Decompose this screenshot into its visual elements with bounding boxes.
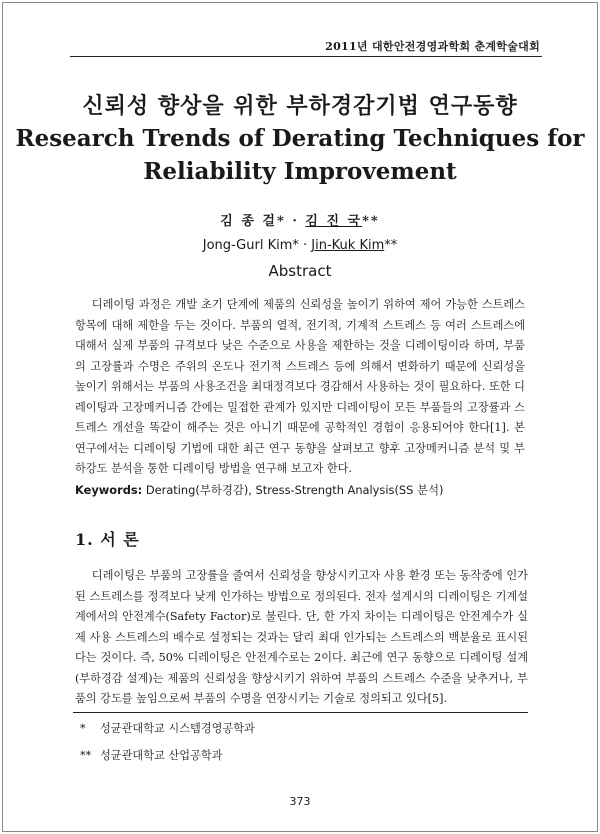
abstract-heading: Abstract xyxy=(268,262,332,280)
keywords-label: Keywords: xyxy=(75,483,143,497)
keywords-text: Derating(부하경감), Stress-Strength Analysis(SS 분석) xyxy=(142,483,444,497)
footnote-text: 성균관대학교 시스템경영공학과 xyxy=(100,722,255,735)
footnote-item xyxy=(80,715,255,742)
footnote-marker: * xyxy=(80,722,86,735)
author1-english: Jong-Gurl Kim xyxy=(202,238,293,253)
authors-korean xyxy=(0,212,600,232)
author1-marker: * xyxy=(277,214,286,229)
author2-marker-en: ** xyxy=(384,238,398,253)
title-english-line2: Reliability Improvement xyxy=(143,158,457,185)
keywords-line xyxy=(75,481,530,499)
section-body-introduction: 디레이팅은 부품의 고장률을 줄여서 신뢰성을 향상시키고자 사용 환경 또는 동작중에 인가된 스트레스를 정격보다 낮게 인가하는 방법으로 정의된다. 전자 설계시의 디레이팅은 기계설계에서의 안전계수(Safety Factor)로 불린다. 단, 한 가지 차이는 디레이팅은 안전계수가 실제 사용 스트레스의 배수로 설정되는 것과는 달리 최대 인가되는 스트레스의 백분율로 표시된다는 것이다. 즉, 50% 디레이팅은 안전계수로는 2이다. 최근에 연구 동향으로 디레이팅 설계(부하경감 설계)는 제품의 신뢰성을 향상시키기 위하여 부품의 스트레스 수준을 낮추거나, 부품의 강도를 높임으로써 부품의 수명을 연장시키는 기술로 정의되고 있다[5]. xyxy=(75,569,528,705)
footnotes xyxy=(80,715,255,769)
author2-marker: ** xyxy=(362,214,380,229)
footnote-text: 성균관대학교 산업공학과 xyxy=(100,749,223,762)
author1-korean: 김 종 걸 xyxy=(220,214,277,229)
footnote-marker: ** xyxy=(80,749,92,762)
title-english-line1: Research Trends of Derating Techniques for xyxy=(15,125,585,152)
author-separator: · xyxy=(285,214,306,229)
author2-korean: 김 진 국 xyxy=(305,214,363,229)
running-header: 2011년 대한안전경영과학회 춘계학술대회 xyxy=(325,40,540,53)
title-korean: 신뢰성 향상을 위한 부하경감기법 연구동향 xyxy=(82,93,518,119)
title-block xyxy=(0,92,600,186)
section-heading-introduction: 1. 서 론 xyxy=(75,530,140,549)
author1-marker-en: * xyxy=(292,238,299,253)
footnote-item xyxy=(80,742,255,769)
author-separator-en: · xyxy=(298,238,312,253)
page-number: 373 xyxy=(289,795,311,808)
authors-block xyxy=(0,212,600,256)
footnote-rule xyxy=(73,712,528,713)
header-rule xyxy=(70,56,542,57)
abstract-body: 디레이팅 과정은 개발 초기 단계에 제품의 신뢰성을 높이기 위하여 제어 가능한 스트레스 항목에 대해 제한을 두는 것이다. 부품의 열적, 전기적, 기계적 스트레스 등 여러 스트레스에 대해서 실제 부품의 규격보다 낮은 수준으로 사용을 제한하는 것을 디레이팅이라 하며, 부품의 고장률과 수명은 주위의 온도나 전기적 스트레스 등에 의해서 변화하기 때문에 신뢰성을 높이기 위해서는 부품의 사용조건을 최대정격보다 경감해서 사용하는 것이 필요하다. 또한 디레이팅과 고장메커니즘 간에는 밀접한 관계가 있지만 디레이팅이 모든 부품들의 고장률과 스트레스 개선을 똑같이 해주는 것은 아니기 때문에 공학적인 경험이 응용되어야 한다[1]. 본 연구에서는 디레이팅 기법에 대한 최근 연구 동향을 살펴보고 향후 고장메커니즘 분석 및 부하강도 분석을 통한 디레이팅 방법을 연구해 보고자 한다. xyxy=(75,298,525,475)
authors-english xyxy=(0,236,600,256)
author2-english: Jin-Kuk Kim xyxy=(311,238,385,253)
